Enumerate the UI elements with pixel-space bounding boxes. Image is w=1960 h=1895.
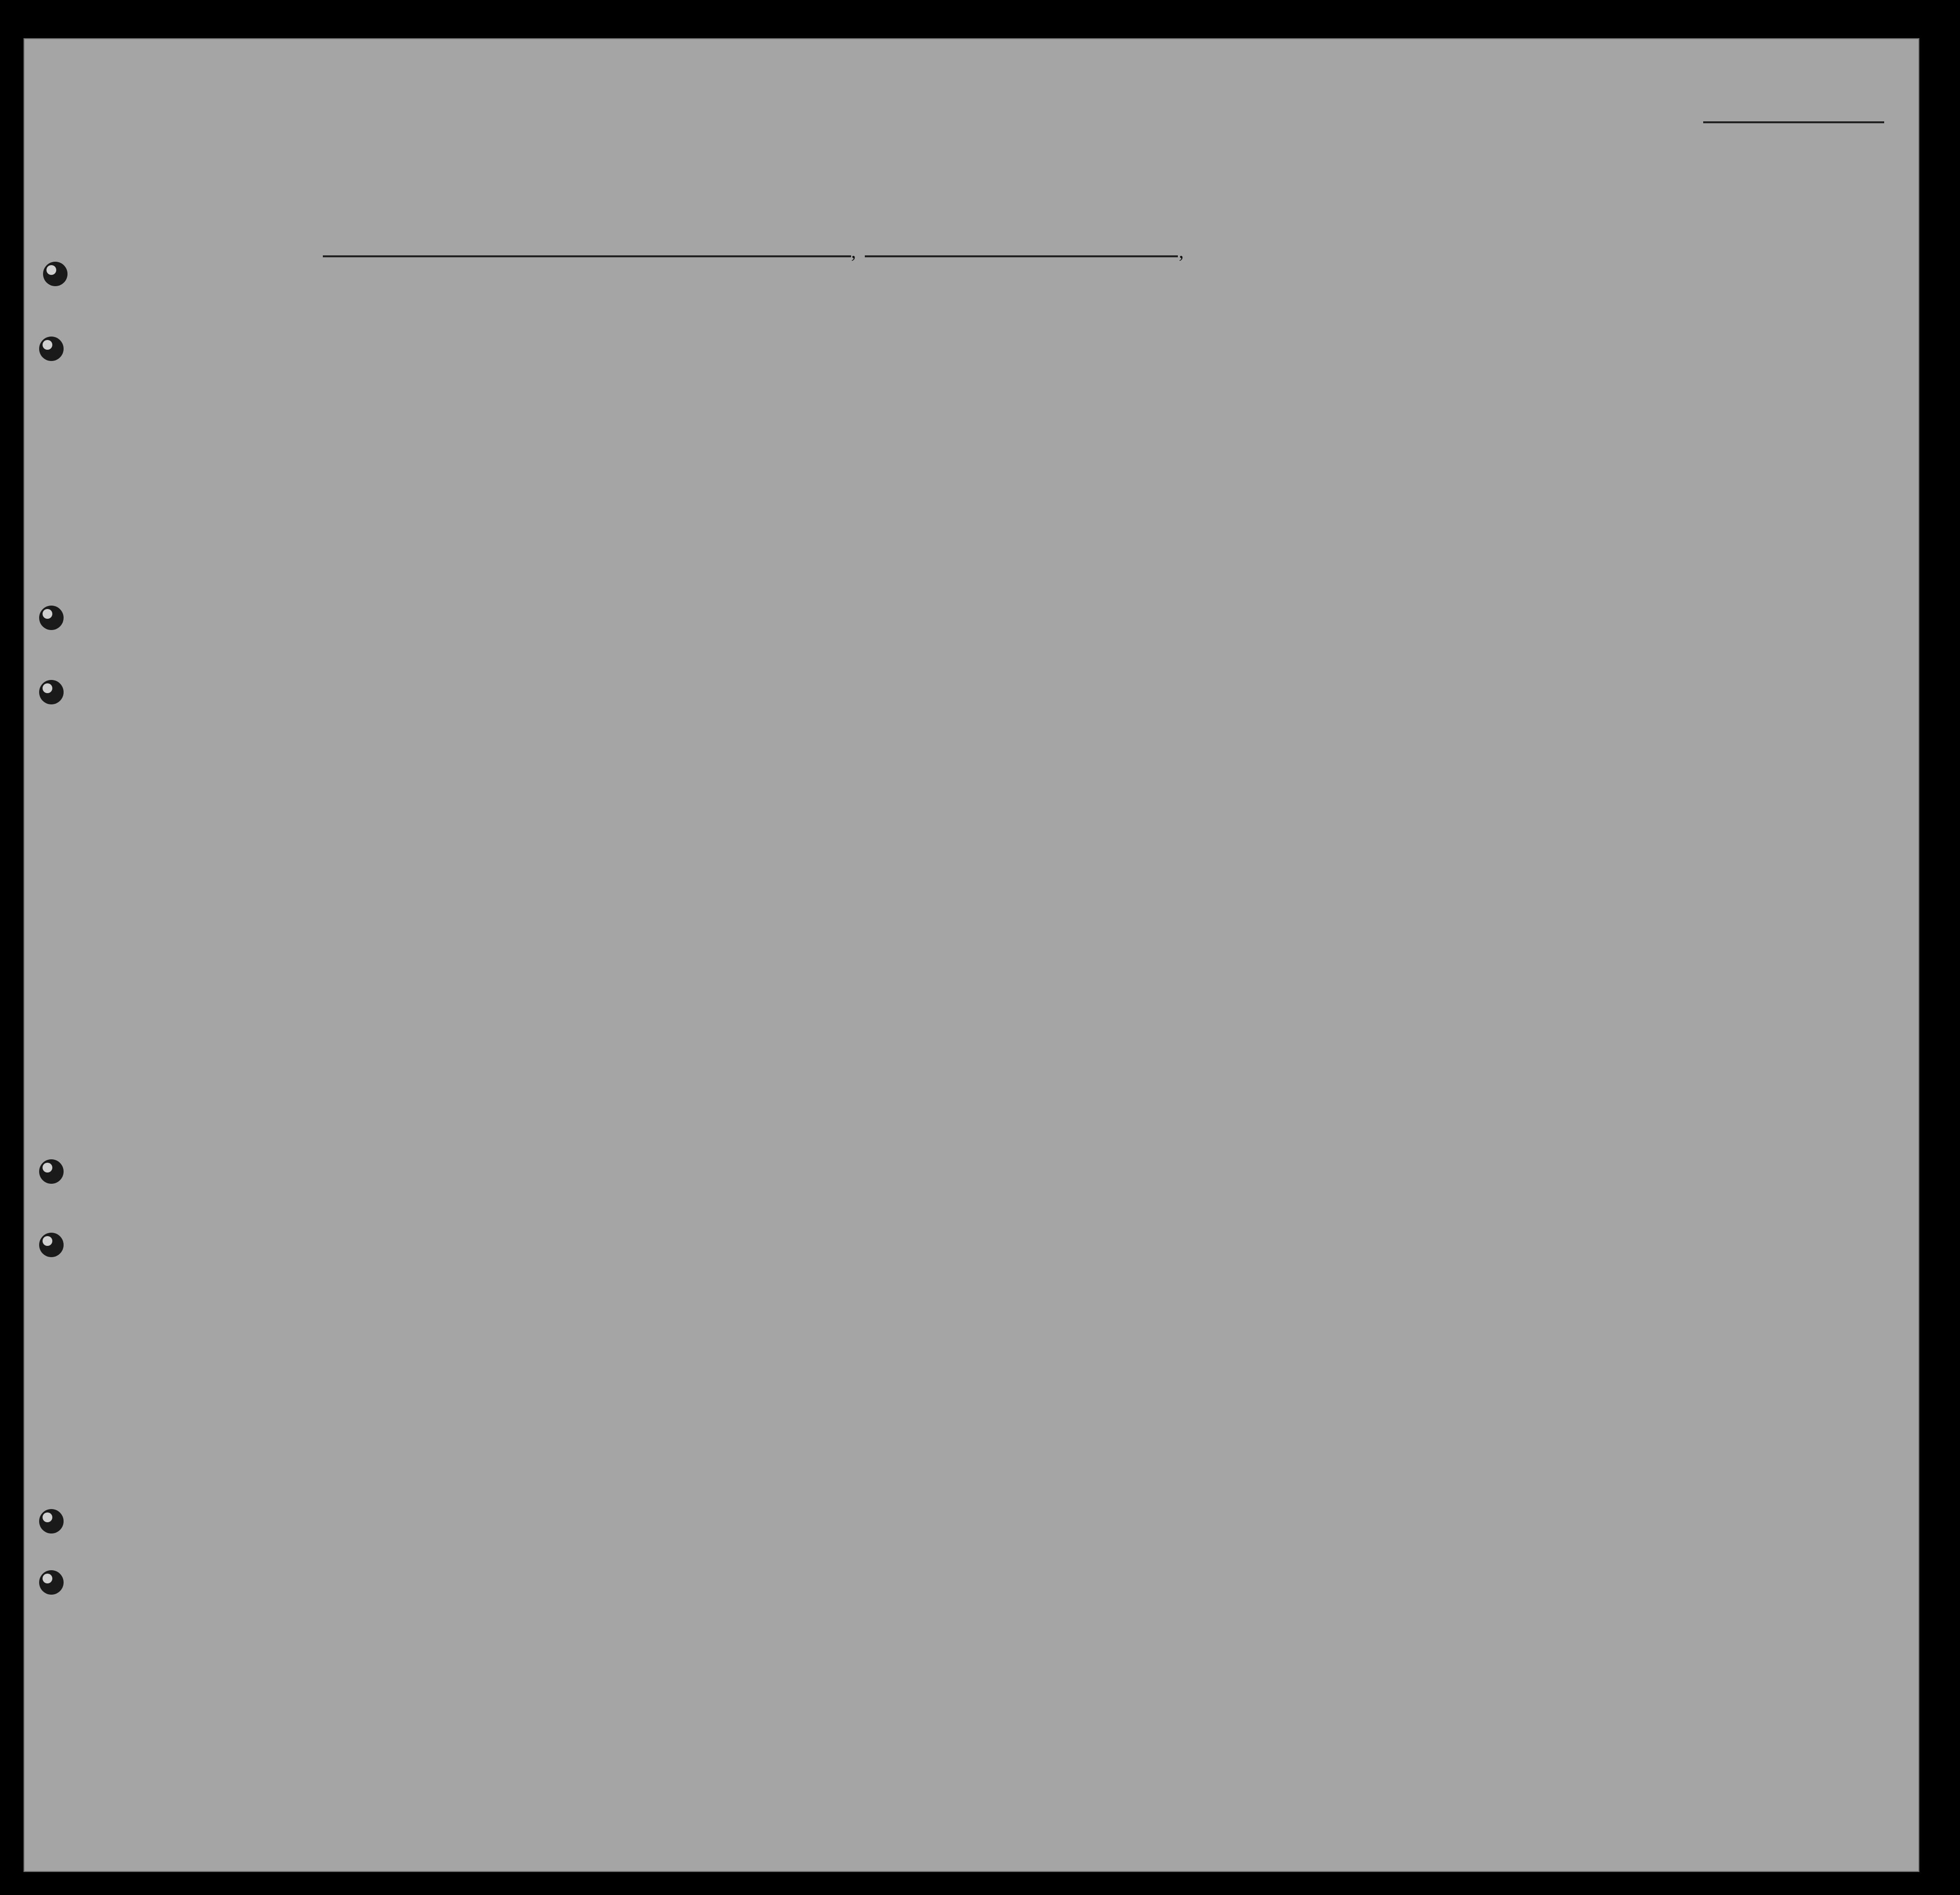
punch-hole [39,680,64,704]
table-grid [24,39,1918,1871]
comma-mark: , [851,240,856,262]
comma-mark-2: , [1179,240,1184,262]
punch-hole [39,1570,64,1595]
header-deported [1427,333,1457,460]
header-q28 [1335,333,1374,460]
punch-hole [39,1159,64,1184]
punch-hole [39,1233,64,1257]
manifest-sheet [23,38,1919,1872]
header-prison [1244,333,1273,460]
punch-hole [39,337,64,361]
header-return-intent [1104,328,1134,455]
header-labor-offer [1388,333,1418,460]
punch-hole [39,606,64,630]
punch-hole [43,262,68,286]
header-citizen [1198,328,1228,455]
punch-hole [39,1509,64,1534]
header-length-stay [1145,328,1174,455]
